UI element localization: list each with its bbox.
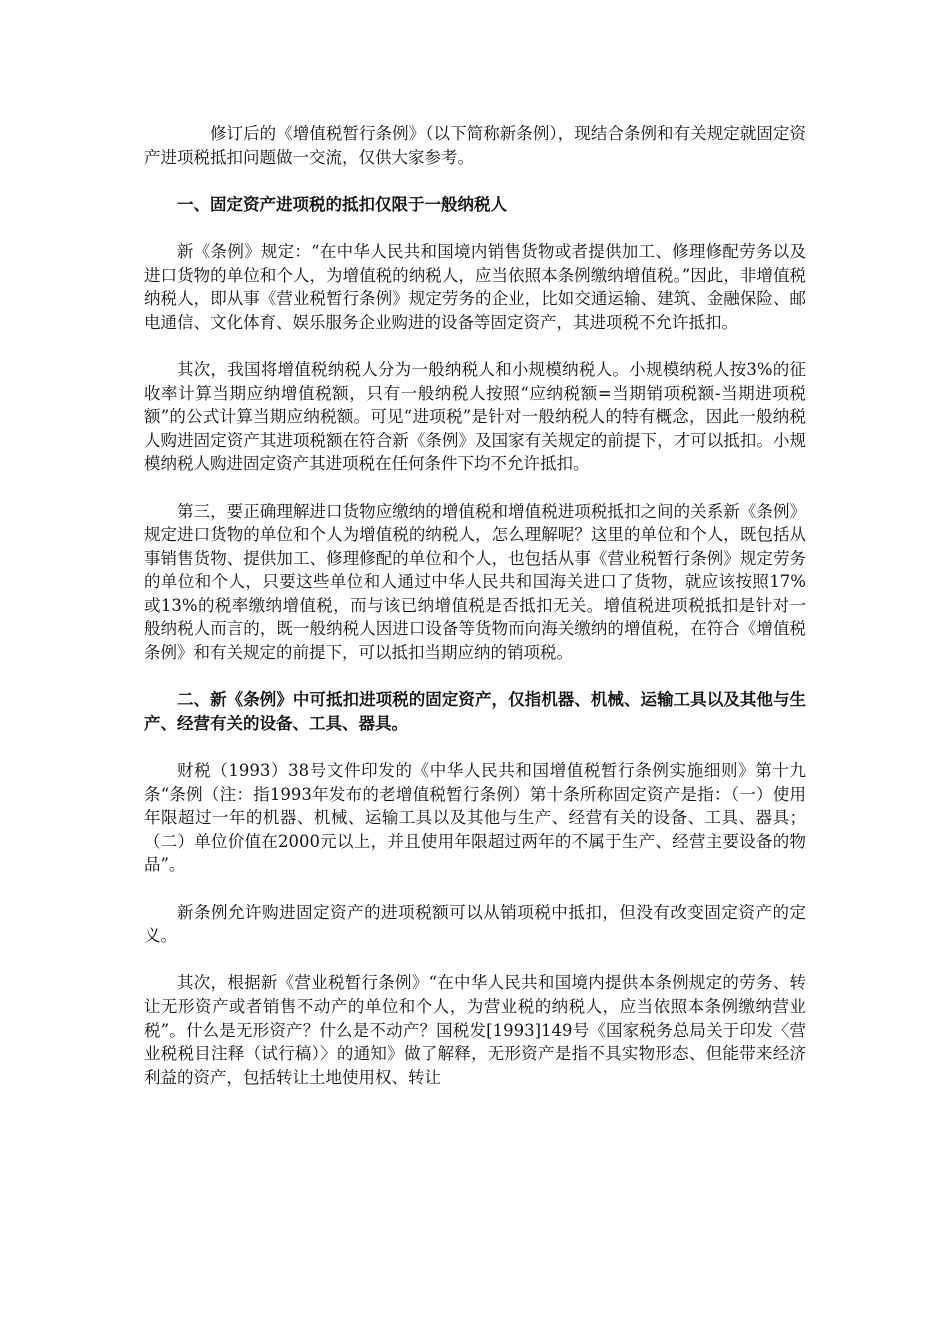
- body-paragraph: 财税（1993）38号文件印发的《中华人民共和国增值税暂行条例实施细则》第十九条“条例（注：指1993年发布的老增值税暂行条例）第十条所称固定资产是指：（一）使用年限超过一年的机器、机械、运输工具以及其他与生产、经营有关的设备、工具、器具；（二）单位价值在2000元以上，并且使用年限超过两年的不属于生产、经营主要设备的物品”。: [144, 761, 806, 875]
- body-paragraph: 新条例允许购进固定资产的进项税额可以从销项税中抵扣，但没有改变固定资产的定义。: [144, 902, 806, 946]
- body-paragraph: 第三，要正确理解进口货物应缴纳的增值税和增值税进项税抵扣之间的关系新《条例》规定进口货物的单位和个人为增值税的纳税人，怎么理解呢？这里的单位和个人，既包括从事销售货物、提供加工、修理修配的单位和个人，也包括从事《营业税暂行条例》规定劳务的单位和个人，只要这些单位和人通过中华人民共和国海关进口了货物，就应该按照17%或13%的税率缴纳增值税，而与该已纳增值税是否抵扣无关。增值税进项税抵扣是针对一般纳税人而言的，既一般纳税人因进口设备等货物而向海关缴纳的增值税，在符合《增值税条例》和有关规定的前提下，可以抵扣当期应纳的销项税。: [144, 501, 806, 663]
- section-heading-1: 一、固定资产进项税的抵扣仅限于一般纳税人: [177, 194, 507, 214]
- body-paragraph: 新《条例》规定：“在中华人民共和国境内销售货物或者提供加工、修理修配劳务以及进口货物的单位和个人，为增值税的纳税人，应当依照本条例缴纳增值税。”因此，非增值税纳税人，即从事《营业税暂行条例》规定劳务的企业，比如交通运输、建筑、金融保险、邮电通信、文化体育、娱乐服务企业购进的设备等固定资产，其进项税不允许抵扣。: [144, 241, 806, 332]
- section-heading-2: 二、新《条例》中可抵扣进项税的固定资产，仅指机器、机械、运输工具以及其他与生产、经营有关的设备、工具、器具。: [144, 690, 806, 733]
- body-paragraph: 其次，我国将增值税纳税人分为一般纳税人和小规模纳税人。小规模纳税人按3%的征收率计算当期应纳增值税额，只有一般纳税人按照“应纳税额=当期销项税额-当期进项税额”的公式计算当期应纳税额。可见“进项税”是针对一般纳税人的特有概念，因此一般纳税人购进固定资产其进项税额在符合新《条例》及国家有关规定的前提下，才可以抵扣。小规模纳税人购进固定资产其进项税在任何条件下均不允许抵扣。: [144, 359, 806, 474]
- intro-paragraph: 修订后的《增值税暂行条例》（以下简称新条例），现结合条例和有关规定就固定资产进项税抵扣问题做一交流，仅供大家参考。: [144, 124, 806, 167]
- body-paragraph: 其次，根据新《营业税暂行条例》“在中华人民共和国境内提供本条例规定的劳务、转让无形资产或者销售不动产的单位和个人，为营业税的纳税人，应当依照本条例缴纳营业税”。什么是无形资产？什么是不动产？国税发[1993]149号《国家税务总局关于印发〈营业税税目注释（试行稿）〉的通知》做了解释，无形资产是指不具实物形态、但能带来经济利益的资产，包括转让土地使用权、转让: [144, 973, 806, 1087]
